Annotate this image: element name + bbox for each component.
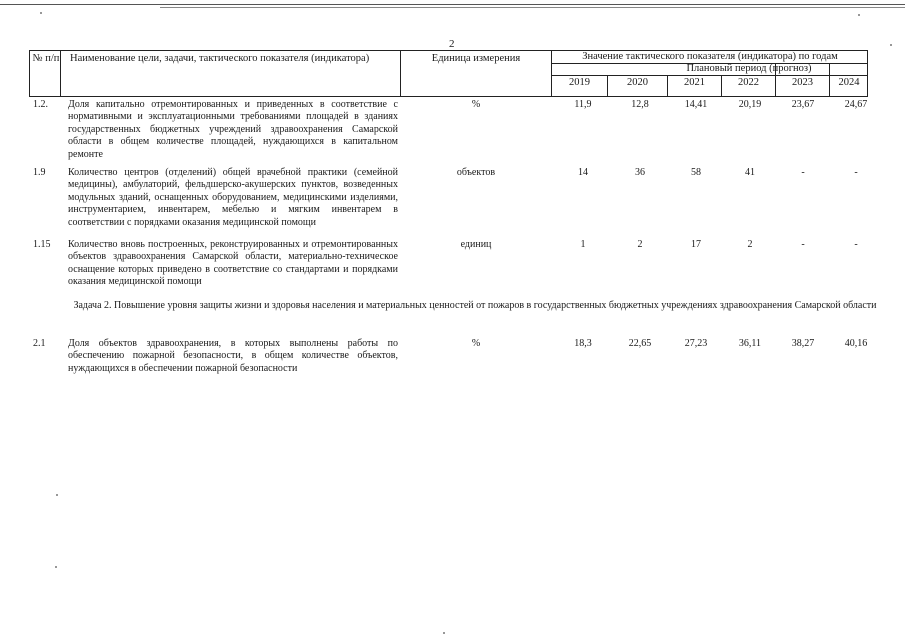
table-row	[0, 167, 905, 229]
value-2024: 24,67	[844, 99, 868, 110]
row-number: 1.15	[33, 239, 51, 250]
value-2019: 18,3	[574, 338, 592, 349]
scan-speck	[55, 566, 57, 568]
header-year: 2022	[738, 77, 759, 88]
indicator-name: Доля капитально отремонтированных и приведенных в соответствие с нормативными и эксплуатационными требованиями площадей в зданиях государственных бюджетных учреждений здравоохранения Самарской области в общем количестве площадей, нуждающихся в капитальном ремонте	[68, 99, 398, 160]
value-2022: 36,11	[738, 338, 762, 349]
header-name-column: Наименование цели, задачи, тактического показателя (индикатора)	[70, 53, 370, 64]
value-2024: -	[854, 167, 858, 178]
scan-speck	[443, 632, 445, 634]
value-2021: 14,41	[684, 99, 708, 110]
value-2021: 17	[691, 239, 701, 250]
row-number: 2.1	[33, 338, 46, 349]
indicator-name: Количество вновь построенных, реконструированных и отремонтированных объектов здравоохранения Самарской области, материально-техническое оснащение которых приведено в соответствие со стандартами и порядками оказания медицинской помощи	[68, 239, 398, 288]
header-planned-period: Плановый период (прогноз)	[686, 63, 812, 74]
value-2023: -	[801, 167, 805, 178]
row-number: 1.9	[33, 167, 46, 178]
header-year: 2023	[792, 77, 813, 88]
row-number: 1.2.	[33, 99, 48, 110]
indicator-name: Количество центров (отделений) общей врачебной практики (семейной медицины), амбулаторий, фельдшерско-акушерских пунктов, возведенных модульных зданий, оснащенных оборудованием, медицинскими изделиями, инструментарием, инвентарем, мебелью и мягким инвентарем в соответствии с порядками оказания медицинской помощи	[68, 167, 398, 228]
header-value-group: Значение тактического показателя (индикатора) по годам	[582, 51, 838, 62]
scan-speck	[56, 494, 58, 496]
value-2021: 58	[691, 167, 701, 178]
value-2020: 36	[635, 167, 645, 178]
header-year: 2019	[569, 77, 590, 88]
scan-speck	[890, 44, 892, 46]
scan-speck	[40, 12, 42, 14]
value-2024: -	[854, 239, 858, 250]
value-2019: 1	[580, 239, 586, 250]
value-2022: 2	[747, 239, 753, 250]
unit-of-measure: единиц	[460, 239, 492, 250]
unit-of-measure: %	[471, 99, 481, 110]
value-2020: 2	[637, 239, 643, 250]
header-num-column: № п/п	[32, 53, 60, 64]
value-2023: -	[801, 239, 805, 250]
value-2024: 40,16	[844, 338, 868, 349]
value-2023: 23,67	[791, 99, 815, 110]
unit-of-measure: %	[471, 338, 481, 349]
scan-top-border	[0, 4, 905, 5]
scan-speck	[858, 14, 860, 16]
value-2019: 11,9	[574, 99, 592, 110]
value-2019: 14	[578, 167, 588, 178]
value-2020: 12,8	[631, 99, 649, 110]
indicator-name: Доля объектов здравоохранения, в которых выполнены работы по обеспечению пожарной безопасности, в общем количестве объектов, нуждающихся в обеспечении пожарной безопасности	[68, 338, 398, 374]
table-row	[0, 239, 905, 289]
header-year: 2024	[838, 77, 860, 88]
unit-of-measure: объектов	[456, 167, 496, 178]
value-2023: 38,27	[791, 338, 815, 349]
task-heading: Задача 2. Повышение уровня защиты жизни и здоровья населения и материальных ценностей от пожаров в государственных бюджетных учреждениях здравоохранения Самарской области	[73, 300, 877, 311]
header-year: 2020	[627, 77, 648, 88]
table-row	[0, 338, 905, 378]
value-2021: 27,23	[684, 338, 708, 349]
page-number: 2	[449, 38, 455, 50]
value-2022: 20,19	[738, 99, 762, 110]
table-header	[29, 50, 868, 97]
header-year: 2021	[684, 77, 705, 88]
header-unit-column: Единица измерения	[431, 53, 521, 64]
table-row	[0, 99, 905, 161]
scan-top-border-secondary	[160, 7, 905, 8]
value-2020: 22,65	[628, 338, 652, 349]
value-2022: 41	[745, 167, 755, 178]
